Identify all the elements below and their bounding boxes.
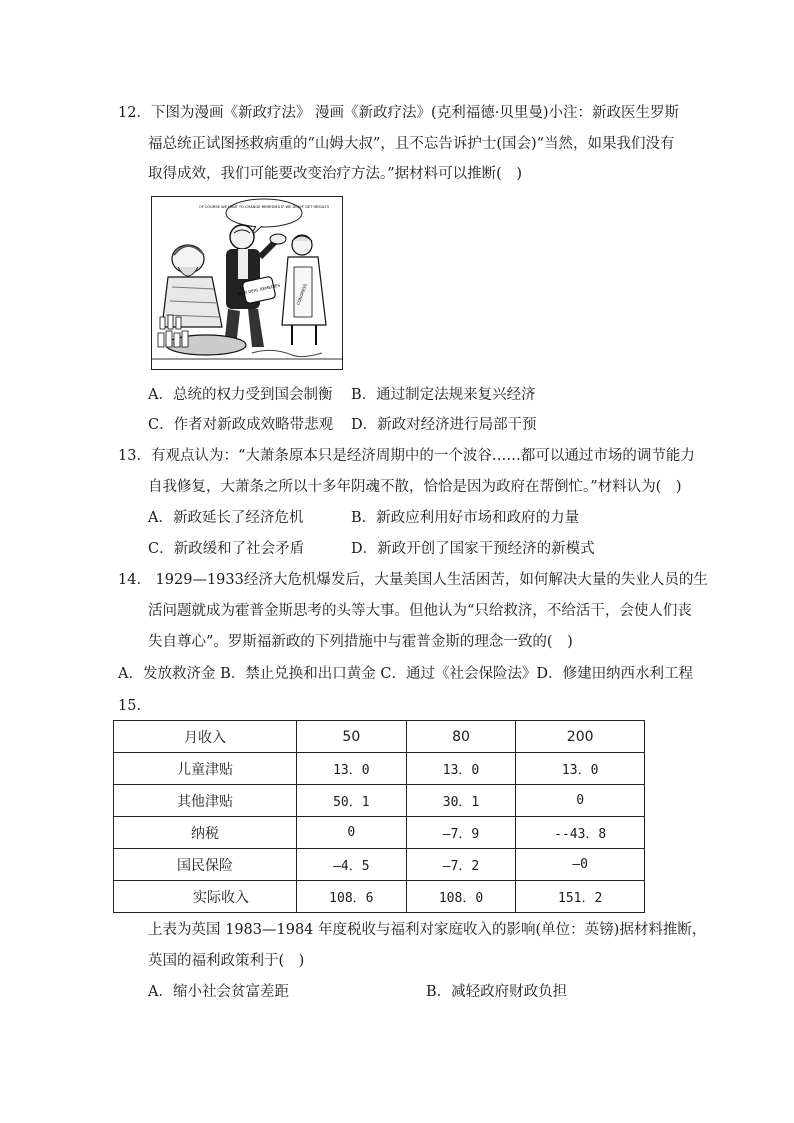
table-cell: —0	[516, 849, 645, 881]
table-row-label: 儿童津贴	[114, 753, 297, 785]
q14-stem-line-1: 14． 1929—1933经济大危机爆发后，大量美国人生活困苦，如何解决大量的失业人员的生	[118, 572, 708, 588]
q14-stem-line-2: 活问题就成为霍普金斯思考的头等大事。但他认为“只给救济，不给活干，会使人们丧	[148, 603, 692, 619]
q15-option-a[interactable]: A．缩小社会贫富差距	[148, 984, 289, 1000]
table-cell: —7．9	[406, 817, 516, 849]
table-cell: 50．1	[297, 785, 407, 817]
q12-option-b[interactable]: B．通过制定法规来复兴经济	[351, 387, 536, 403]
table-cell: 0	[516, 785, 645, 817]
q13-stem-line-2: 自我修复，大萧条之所以十多年阴魂不散，恰恰是因为政府在帮倒忙。”材料认为( )	[148, 479, 682, 495]
q12-option-a[interactable]: A．总统的权力受到国会制衡	[148, 387, 333, 403]
q13-option-d[interactable]: D．新政开创了国家干预经济的新模式	[351, 541, 595, 557]
cartoon-bubble-text: OF COURSE WE HAVE TO CHANGE REMEDIES IF WE DON'T GET RESULTS	[198, 205, 330, 209]
table-cell: 13．0	[516, 753, 645, 785]
q15-number: 15．	[118, 698, 151, 714]
table-row	[114, 785, 645, 817]
table-cell: 13．0	[406, 753, 516, 785]
table-header-cell: 50	[297, 721, 407, 753]
table-row	[114, 753, 645, 785]
q13-option-c[interactable]: C．新政缓和了社会矛盾	[148, 541, 305, 557]
table-row	[114, 849, 645, 881]
table-cell: 13．0	[297, 753, 407, 785]
table-cell: —7．2	[406, 849, 516, 881]
table-cell: 108．6	[297, 881, 407, 913]
q12-stem-line-2: 福总统正试图拯救病重的“山姆大叔”，且不忘告诉护士(国会)“当然，如果我们没有	[148, 136, 675, 152]
cartoon-drawing	[152, 197, 342, 369]
q12-option-c[interactable]: C．作者对新政成效略带悲观	[148, 417, 334, 433]
q13-option-a[interactable]: A．新政延长了经济危机	[148, 510, 304, 526]
table-header-cell: 200	[516, 721, 645, 753]
table-row-label: 纳税	[114, 817, 297, 849]
table-cell: 151．2	[516, 881, 645, 913]
table-header-cell: 80	[406, 721, 516, 753]
q12-stem-line-1: 12．下图为漫画《新政疗法》 漫画《新政疗法》(克利福德·贝里曼)小注：新政医生罗斯	[118, 105, 679, 121]
welfare-income-table	[113, 720, 645, 913]
table-cell: 0	[297, 817, 407, 849]
table-row-label: 其他津贴	[114, 785, 297, 817]
q13-option-b[interactable]: B．新政应利用好市场和政府的力量	[351, 510, 580, 526]
q12-stem-line-3: 取得成效，我们可能要改变治疗方法。”据材料可以推断( )	[148, 166, 522, 182]
table-row-label: 实际收入	[114, 881, 297, 913]
q12-option-d[interactable]: D．新政对经济进行局部干预	[351, 417, 537, 433]
table-header-cell: 月收入	[114, 721, 297, 753]
table-row	[114, 881, 645, 913]
table-cell: --43．8	[516, 817, 645, 849]
table-cell: 30．1	[406, 785, 516, 817]
table-header-row	[114, 721, 645, 753]
table-row-label: 国民保险	[114, 849, 297, 881]
q15-stem-line-2: 英国的福利政策利于( )	[148, 953, 305, 969]
q15-option-b[interactable]: B．减轻政府财政负担	[426, 984, 568, 1000]
table-cell: —4．5	[297, 849, 407, 881]
table-row	[114, 817, 645, 849]
table-cell: 108．0	[406, 881, 516, 913]
q14-options-line[interactable]: A．发放救济金 B．禁止兑换和出口黄金 C．通过《社会保险法》D．修建田纳西水利工程	[118, 666, 694, 682]
new-deal-cartoon-illustration	[151, 196, 343, 370]
cartoon-apron-label: CONGRESS	[295, 283, 308, 306]
q15-stem-line-1: 上表为英国 1983—1984 年度税收与福利对家庭收入的影响(单位：英镑)据材料推断，	[148, 922, 707, 938]
cartoon-bag-label: NEW DEAL REMEDIES	[237, 282, 281, 297]
q14-stem-line-3: 失自尊心”。罗斯福新政的下列措施中与霍普金斯的理念一致的( )	[148, 634, 573, 650]
q13-stem-line-1: 13．有观点认为：“大萧条原本只是经济周期中的一个波谷……都可以通过市场的调节能力	[118, 448, 695, 464]
